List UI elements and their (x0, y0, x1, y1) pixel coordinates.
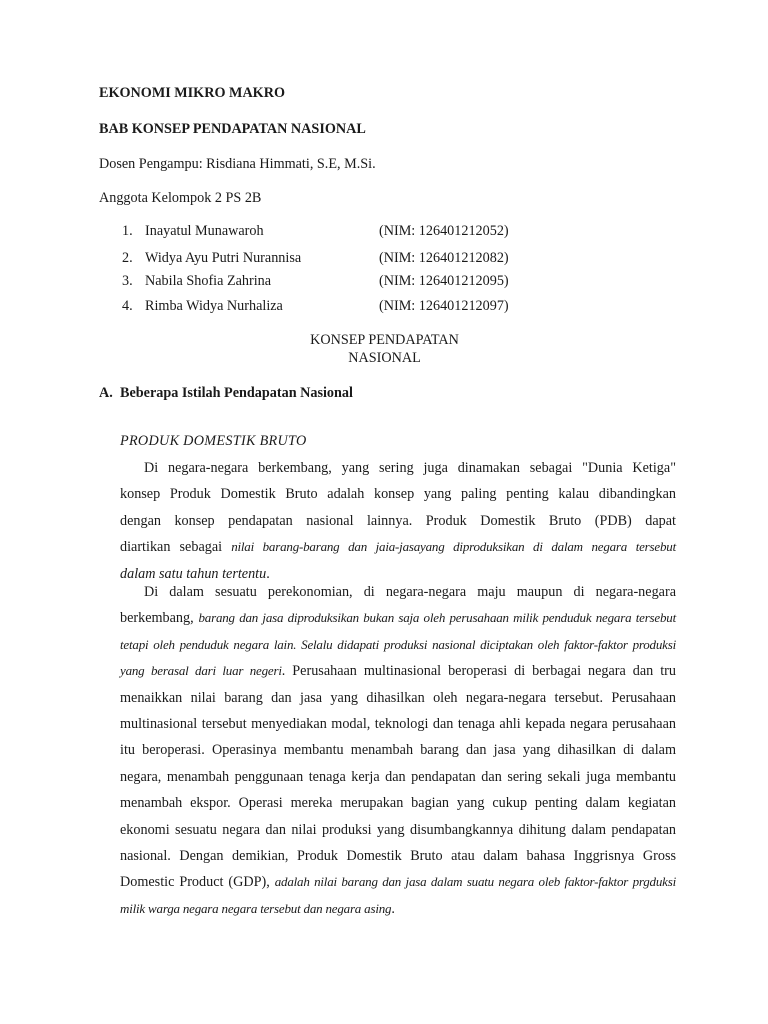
paragraph-1-line: konsep Produk Domestik Bruto adalah konsep yang paling penting kalau dibandingkan (120, 486, 676, 503)
paragraph-1-line: dengan konsep pendapatan nasional lainnya. Produk Domestik Bruto (PDB) dapat (120, 512, 676, 529)
paragraph-2-italic: barang dan jasa diproduksikan bukan saja oleh perusahaan milik penduduk negara tersebut tetapi oleh penduduk negara lain. Selalu didapati produksi nasional diciptakan oleh faktor-faktor produksi yang berasal dari luar negeri (120, 610, 677, 679)
paragraph-2-period: . (391, 900, 395, 917)
member-nim: (NIM: 126401212052) (379, 223, 509, 239)
member-number: 4. (122, 298, 133, 314)
member-name: Nabila Shofia Zahrina (145, 273, 272, 289)
lecturer-line: Dosen Pengampu: Risdiana Himmati, S.E, M.Si. (99, 156, 376, 172)
subheading: PRODUK DOMESTIK BRUTO (120, 433, 307, 449)
chapter-title: BAB KONSEP PENDAPATAN NASIONAL (99, 121, 366, 137)
paragraph-1-text: diartikan sebagai (120, 539, 223, 556)
paragraph-1-italic: nilai barang-barang dan jaia-jasayang diproduksikan di dalam negara tersebut (231, 539, 676, 555)
member-number: 1. (122, 223, 133, 239)
member-name: Rimba Widya Nurhaliza (145, 298, 283, 314)
member-nim: (NIM: 126401212095) (379, 273, 509, 289)
member-number: 3. (122, 273, 133, 289)
section-letter: A. (99, 385, 113, 401)
member-nim: (NIM: 126401212082) (379, 250, 509, 266)
paragraph-1-line: Di negara-negara berkembang, yang sering juga dinamakan sebagai "Dunia Ketiga" (144, 460, 676, 476)
paragraph-1 (120, 455, 676, 587)
paragraph-2-italic: adalah nilai barang dan jasa dalam suatu negara oleb faktor-faktor prgduksi milik warga negara negara tersebut dan negara asing (120, 874, 676, 916)
section-heading (99, 385, 353, 402)
title-line-1: KONSEP PENDAPATAN (310, 332, 459, 348)
member-number: 2. (122, 250, 133, 266)
group-line: Anggota Kelompok 2 PS 2B (99, 190, 262, 206)
title-line-2: NASIONAL (348, 350, 421, 366)
member-nim: (NIM: 126401212097) (379, 298, 509, 314)
member-name: Widya Ayu Putri Nurannisa (145, 250, 302, 266)
document-title (200, 331, 569, 367)
paragraph-2-text: Di dalam sesuatu perekonomian, di negara-negara maju maupun di negara-negara berkembang, (120, 584, 676, 627)
paragraph-1-period: . (266, 565, 270, 582)
course-title: EKONOMI MIKRO MAKRO (99, 85, 286, 101)
member-name: Inayatul Munawaroh (145, 223, 264, 239)
paragraph-2 (120, 579, 676, 922)
paragraph-1-italic-end: dalam satu tahun tertentu (120, 565, 267, 582)
section-title: Beberapa Istilah Pendapatan Nasional (120, 385, 353, 401)
paragraph-2-text: . Perusahaan multinasional beroperasi di berbagai negara dan tru menaikkan nilai barang dan jasa yang dihasilkan oleh negara-negara tersebut. Perusahaan multinasional tersebut menyediakan modal, teknologi dan tenaga ahli kepada negara perusahaan itu beroperasi. Operasinya membantu menambah barang dan jasa yang dihasilkan di dalam negara, menambah penggunaan tenaga kerja dan pendapatan dan sering sekali juga membantu menambah ekspor. Operasi mereka merupakan bagian yang cukup penting dalam kegiatan ekonomi sesuatu negara dan nilai produksi yang disumbangkannya dihitung dalam pendapatan nasional. Dengan demikian, Produk Domestik Bruto atau dalam bahasa Inggrisnya Gross Domestic Product (GDP), (120, 663, 676, 891)
